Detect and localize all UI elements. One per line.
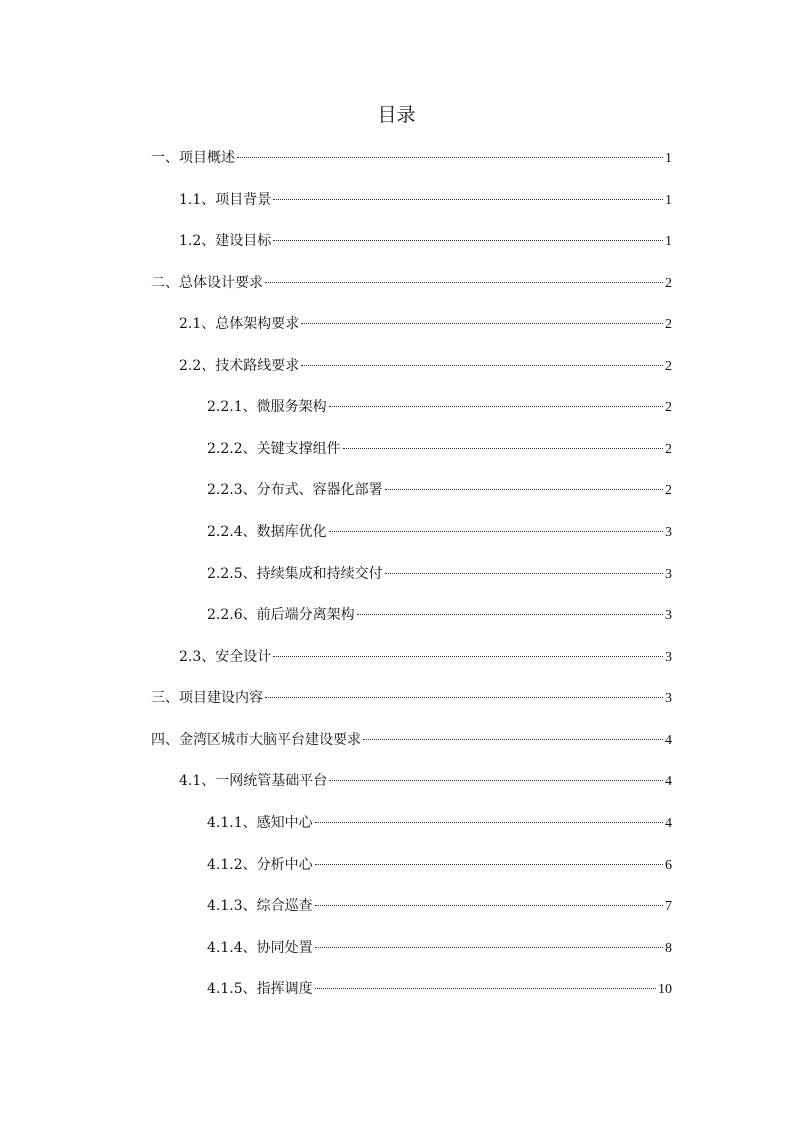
- dot-leader: [343, 448, 663, 449]
- dot-leader: [265, 697, 663, 698]
- toc-entry[interactable]: [179, 771, 672, 791]
- toc-entry-label: 一、项目概述: [151, 150, 235, 166]
- toc-entry-page: 2: [665, 442, 672, 457]
- dot-leader: [273, 240, 663, 241]
- dot-leader: [273, 199, 663, 200]
- toc-entry-page: 3: [665, 525, 672, 540]
- toc-entry-label: 二、总体设计要求: [151, 275, 263, 291]
- toc-entry-page: 3: [665, 691, 672, 706]
- toc-entry[interactable]: [151, 273, 672, 293]
- toc-entry-label: 2.2.1、微服务架构: [207, 399, 327, 415]
- toc-entry[interactable]: [207, 522, 672, 542]
- toc-entry-label: 4.1.1、感知中心: [207, 815, 313, 831]
- toc-entry[interactable]: [179, 314, 672, 334]
- toc-entry-page: 1: [665, 193, 672, 208]
- toc-entry[interactable]: [207, 979, 672, 999]
- toc-entry-label: 2.1、总体架构要求: [179, 316, 300, 332]
- toc-entry[interactable]: [179, 190, 672, 210]
- toc-entry-page: 2: [665, 359, 672, 374]
- toc-entry[interactable]: [207, 439, 672, 459]
- toc-entry[interactable]: [207, 397, 672, 417]
- toc-entry-label: 四、金湾区城市大脑平台建设要求: [151, 732, 361, 748]
- toc-entry[interactable]: [207, 938, 672, 958]
- toc-entry-page: 10: [658, 982, 672, 997]
- toc-title: 目录: [377, 104, 416, 126]
- toc-entry[interactable]: [179, 356, 672, 376]
- toc-entry-label: 4.1.5、指挥调度: [207, 981, 313, 997]
- toc-entry-page: 3: [665, 608, 672, 623]
- dot-leader: [329, 780, 663, 781]
- dot-leader: [385, 489, 663, 490]
- toc-entry-page: 3: [665, 650, 672, 665]
- toc-entry-label: 2.2.2、关键支撑组件: [207, 441, 341, 457]
- toc-entry[interactable]: [151, 688, 672, 708]
- toc-entry-label: 2.2、技术路线要求: [179, 358, 300, 374]
- toc-entry-page: 4: [665, 816, 672, 831]
- toc-entry[interactable]: [207, 605, 672, 625]
- toc-entry-page: 3: [665, 567, 672, 582]
- dot-leader: [315, 947, 663, 948]
- dot-leader: [363, 739, 663, 740]
- toc-entry[interactable]: [207, 896, 672, 916]
- dot-leader: [301, 323, 663, 324]
- toc-entry-label: 4.1、一网统管基础平台: [179, 773, 328, 789]
- toc-entry[interactable]: [151, 148, 672, 168]
- toc-entry-page: 2: [665, 400, 672, 415]
- toc-entry[interactable]: [179, 647, 672, 667]
- dot-leader: [315, 822, 663, 823]
- toc-entry-page: 8: [665, 941, 672, 956]
- toc-entry-label: 4.1.2、分析中心: [207, 857, 313, 873]
- toc-entry[interactable]: [207, 855, 672, 875]
- toc-entry-page: 7: [665, 899, 672, 914]
- toc-entry-label: 1.1、项目背景: [179, 192, 272, 208]
- dot-leader: [315, 988, 656, 989]
- toc-entry-page: 6: [665, 858, 672, 873]
- dot-leader: [265, 282, 663, 283]
- toc-entry-label: 2.2.5、持续集成和持续交付: [207, 566, 383, 582]
- toc-entry-label: 三、项目建设内容: [151, 690, 263, 706]
- toc-entry-page: 2: [665, 317, 672, 332]
- toc-entry-label: 1.2、建设目标: [179, 233, 272, 249]
- toc-entry[interactable]: [151, 730, 672, 750]
- toc-entry-label: 4.1.4、协同处置: [207, 940, 313, 956]
- toc-entry[interactable]: [207, 564, 672, 584]
- toc-entry[interactable]: [207, 480, 672, 500]
- toc-entry-label: 2.2.3、分布式、容器化部署: [207, 482, 383, 498]
- dot-leader: [237, 157, 663, 158]
- toc-entry-page: 2: [665, 276, 672, 291]
- toc-entry-page: 1: [665, 151, 672, 166]
- dot-leader: [357, 614, 663, 615]
- toc-entry-page: 4: [665, 774, 672, 789]
- dot-leader: [315, 864, 663, 865]
- toc-entry-label: 2.2.6、前后端分离架构: [207, 607, 355, 623]
- dot-leader: [315, 905, 663, 906]
- dot-leader: [329, 531, 663, 532]
- toc-entry-page: 4: [665, 733, 672, 748]
- toc-entry-label: 2.2.4、数据库优化: [207, 524, 327, 540]
- dot-leader: [329, 406, 663, 407]
- dot-leader: [301, 365, 663, 366]
- toc-entry[interactable]: [179, 231, 672, 251]
- toc-entry-page: 1: [665, 234, 672, 249]
- dot-leader: [273, 656, 663, 657]
- toc-entry-label: 2.3、安全设计: [179, 649, 272, 665]
- dot-leader: [385, 573, 663, 574]
- toc-entry[interactable]: [207, 813, 672, 833]
- toc-entry-page: 2: [665, 483, 672, 498]
- toc-entry-label: 4.1.3、综合巡查: [207, 898, 313, 914]
